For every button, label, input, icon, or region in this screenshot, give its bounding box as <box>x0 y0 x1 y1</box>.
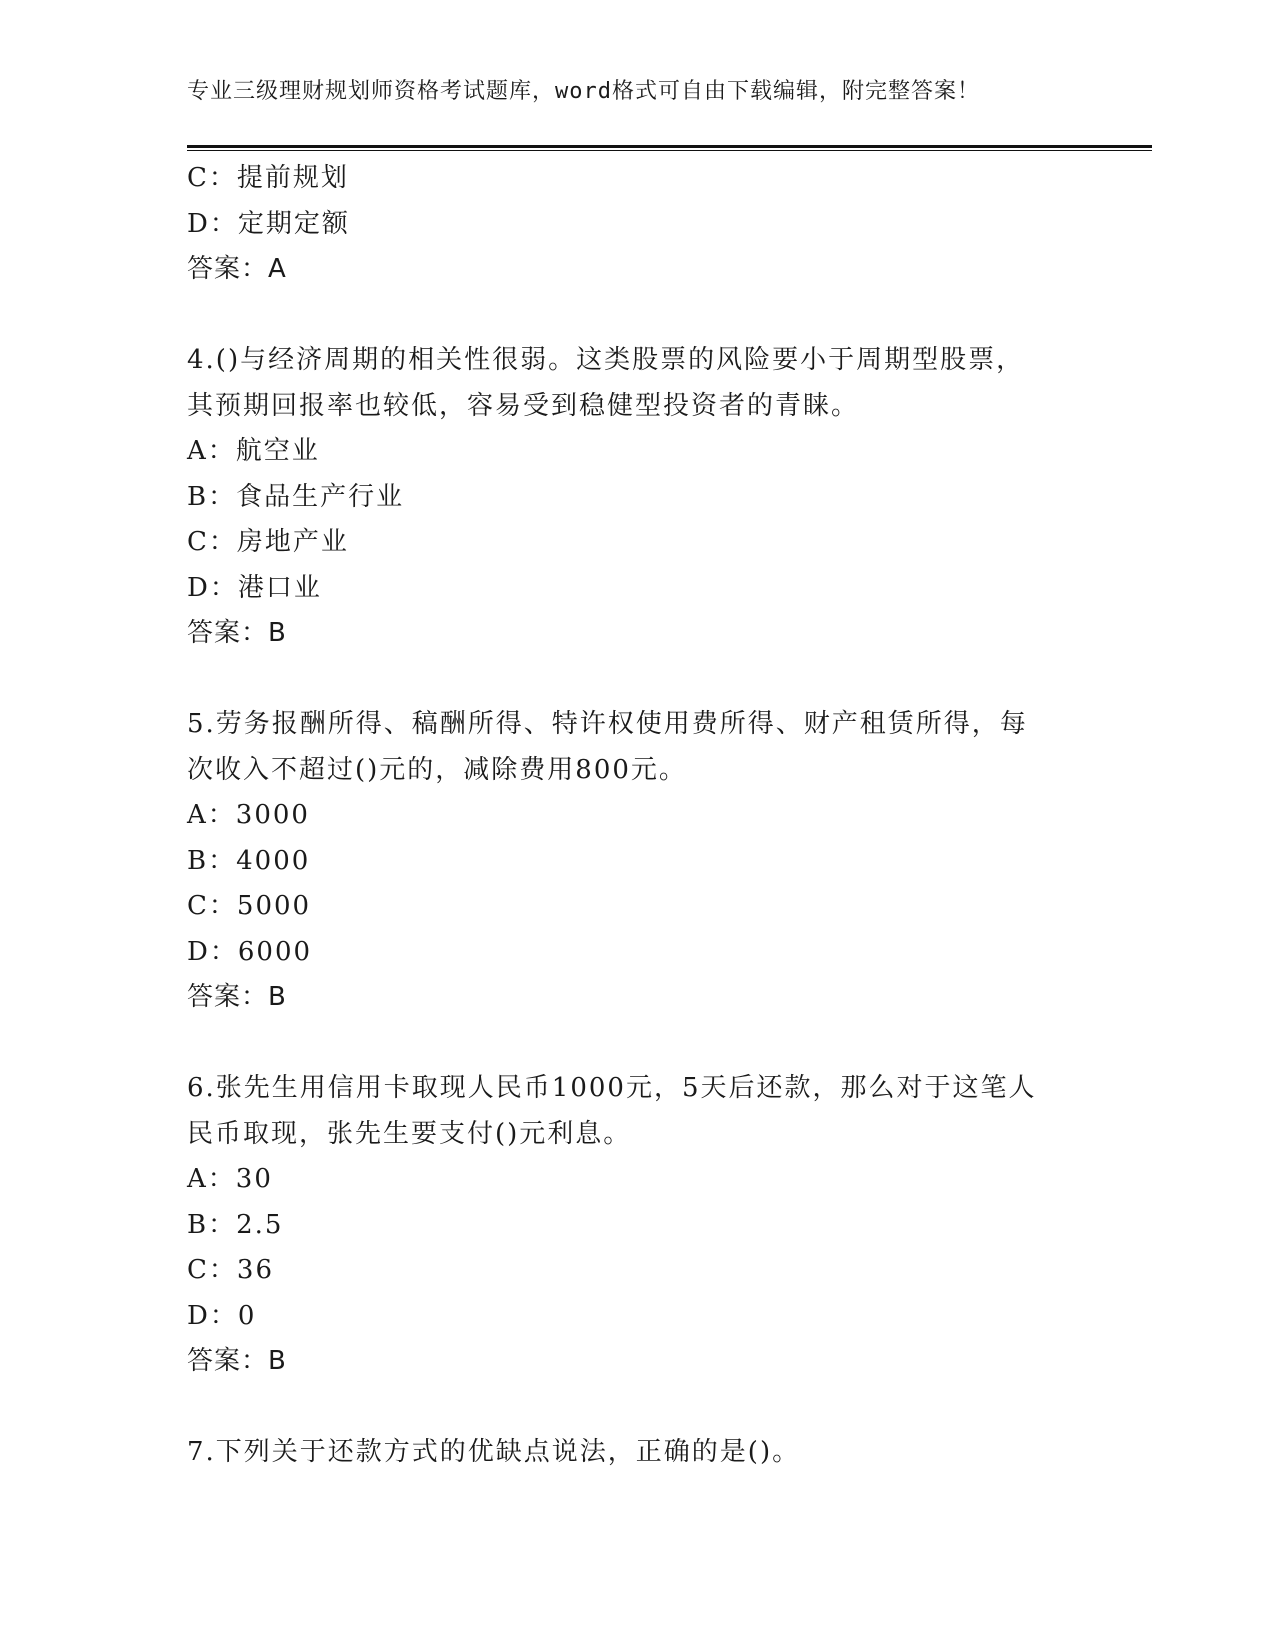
header-rule-thick <box>187 145 1152 148</box>
option-a: A：30 <box>187 1164 273 1194</box>
option-b: B：食品生产行业 <box>187 481 405 512</box>
header-rule-thin <box>187 150 1152 151</box>
option-a: A：航空业 <box>187 436 320 466</box>
option-b: B：2.5 <box>187 1209 284 1240</box>
option-d: D：0 <box>187 1300 257 1331</box>
option-c: C：提前规划 <box>187 163 349 193</box>
option-c: C：5000 <box>187 891 312 921</box>
question-stem: 6.张先生用信用卡取现人民币1000元，5天后还款，那么对于这笔人 民币取现，张先生要支付()元利息。 <box>187 1073 1037 1149</box>
page-header: 专业三级理财规划师资格考试题库，word格式可自由下载编辑，附完整答案！ <box>187 79 980 104</box>
answer-line: 答案：B <box>187 618 287 648</box>
answer-line: 答案：A <box>187 254 287 284</box>
option-b: B：4000 <box>187 845 311 876</box>
answer-line: 答案：B <box>187 982 287 1012</box>
question-stem: 7.下列关于还款方式的优缺点说法，正确的是()。 <box>187 1437 801 1467</box>
option-d: D：6000 <box>187 936 313 967</box>
answer-line: 答案：B <box>187 1346 287 1376</box>
option-c: C：36 <box>187 1255 274 1285</box>
option-a: A：3000 <box>187 800 310 830</box>
option-d: D：定期定额 <box>187 208 350 239</box>
question-stem: 5.劳务报酬所得、稿酬所得、特许权使用费所得、财产租赁所得，每 次收入不超过()元的，减除费用800元。 <box>187 709 1028 785</box>
document-body <box>187 156 1087 1476</box>
option-d: D：港口业 <box>187 572 322 603</box>
question-stem: 4.()与经济周期的相关性很弱。这类股票的风险要小于周期型股票， 其预期回报率也较低，容易受到稳健型投资者的青睐。 <box>187 345 1025 421</box>
option-c: C：房地产业 <box>187 527 349 557</box>
